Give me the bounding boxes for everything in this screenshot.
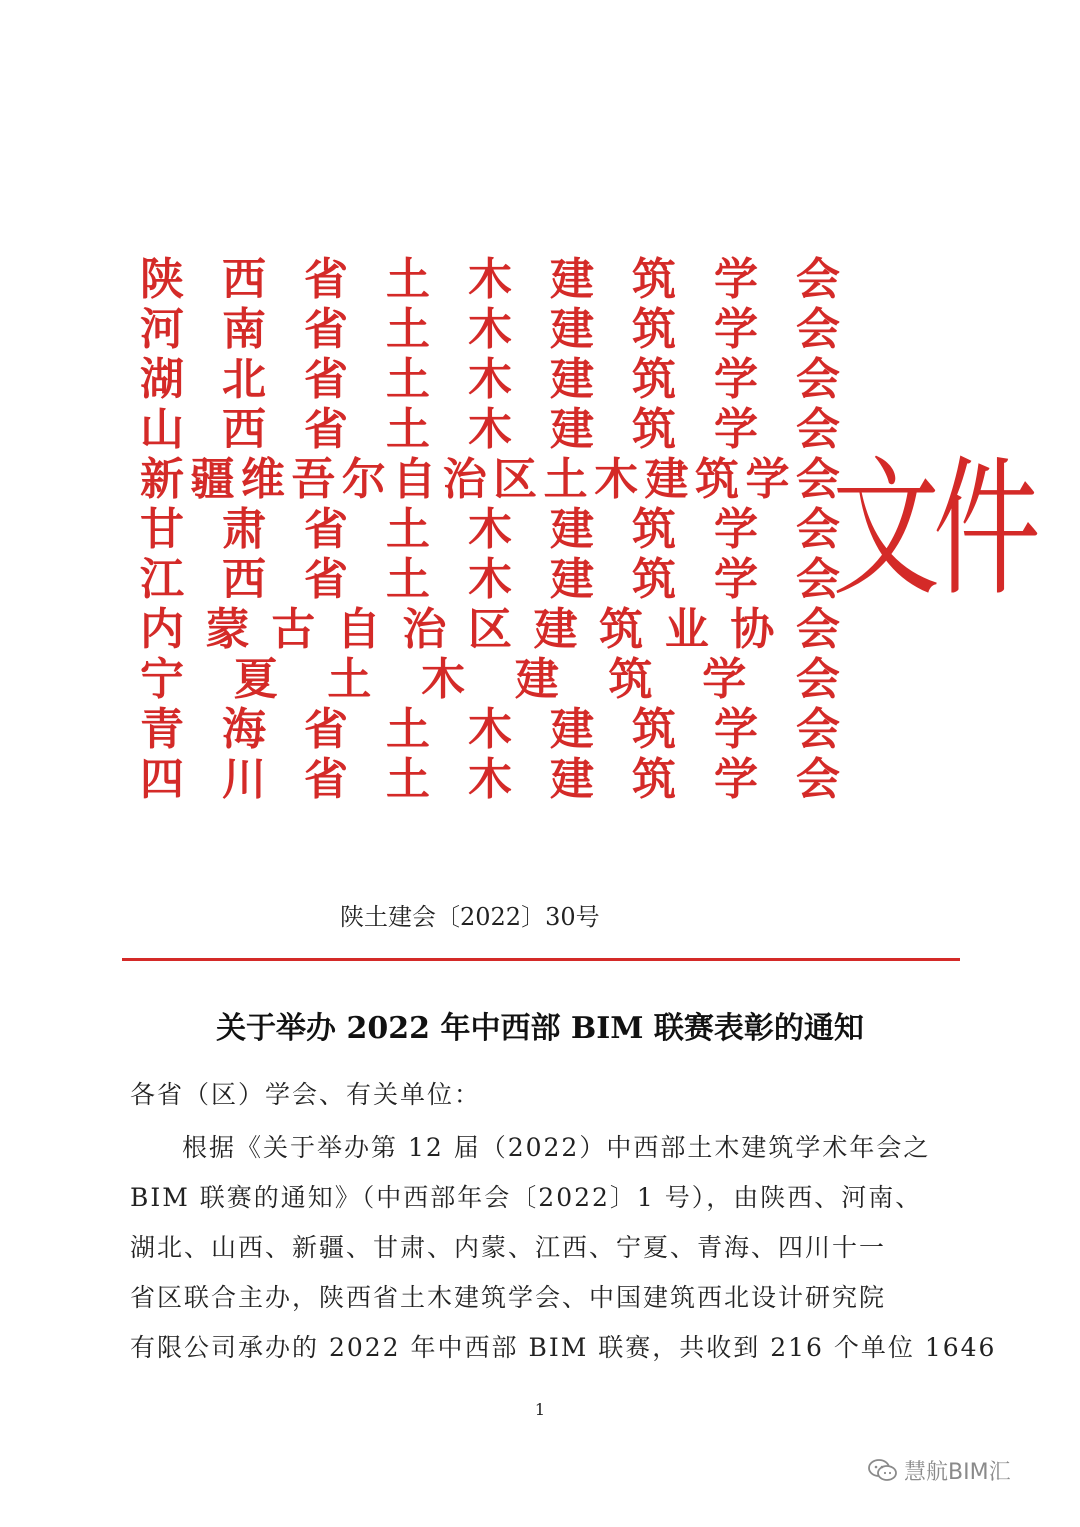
organization-char: 建 xyxy=(550,754,594,805)
organization-char: 学 xyxy=(714,304,758,355)
organization-char: 省 xyxy=(304,754,348,805)
organization-char: 建 xyxy=(514,654,559,705)
organization-char: 青 xyxy=(140,704,184,755)
organization-char: 海 xyxy=(222,704,266,755)
organization-char: 木 xyxy=(468,704,512,755)
document-number: 陕土建会〔2022〕30号 xyxy=(340,903,600,931)
organization-char: 蒙 xyxy=(205,604,250,655)
organization-char: 会 xyxy=(796,704,840,755)
organization-char: 北 xyxy=(222,354,266,405)
organization-char: 学 xyxy=(702,654,747,705)
organization-char: 疆 xyxy=(190,454,235,505)
organization-row xyxy=(140,255,840,305)
organization-char: 省 xyxy=(304,304,348,355)
organization-char: 会 xyxy=(795,454,840,505)
organization-char: 筑 xyxy=(632,504,676,555)
organization-char: 学 xyxy=(714,704,758,755)
organization-char: 土 xyxy=(543,454,588,505)
organization-char: 木 xyxy=(468,354,512,405)
organization-char: 筑 xyxy=(632,404,676,455)
organization-char: 湖 xyxy=(140,354,184,405)
organization-char: 建 xyxy=(550,504,594,555)
organization-char: 会 xyxy=(796,554,840,605)
organization-char: 木 xyxy=(594,454,639,505)
organization-char: 木 xyxy=(468,304,512,355)
organization-char: 建 xyxy=(550,404,594,455)
organization-char: 会 xyxy=(796,304,840,355)
organization-char: 学 xyxy=(714,554,758,605)
organization-char: 省 xyxy=(304,404,348,455)
organization-char: 西 xyxy=(222,254,266,305)
organization-char: 会 xyxy=(795,654,840,705)
organization-char: 区 xyxy=(493,454,538,505)
organization-char: 建 xyxy=(644,454,689,505)
organization-char: 筑 xyxy=(694,454,739,505)
organization-char: 会 xyxy=(796,754,840,805)
organization-char: 学 xyxy=(714,504,758,555)
document-mark: 文件 xyxy=(832,443,1034,617)
body-line: 有限公司承办的 2022 年中西部 BIM 联赛，共收到 216 个单位 1646 xyxy=(130,1333,997,1362)
organization-char: 南 xyxy=(222,304,266,355)
organization-char: 山 xyxy=(140,404,184,455)
organization-char: 学 xyxy=(714,404,758,455)
organization-char: 会 xyxy=(796,404,840,455)
organization-row xyxy=(140,405,840,455)
organization-char: 土 xyxy=(386,704,430,755)
organization-char: 古 xyxy=(271,604,316,655)
organization-char: 木 xyxy=(468,754,512,805)
organization-char: 省 xyxy=(304,504,348,555)
body-line: 湖北、山西、新疆、甘肃、内蒙、江西、宁夏、青海、四川十一 xyxy=(130,1233,887,1262)
organization-char: 会 xyxy=(796,504,840,555)
organization-char: 西 xyxy=(222,404,266,455)
organization-row xyxy=(140,355,840,405)
organization-char: 建 xyxy=(550,554,594,605)
organization-char: 土 xyxy=(386,404,430,455)
organization-char: 肃 xyxy=(222,504,266,555)
notice-title: 关于举办 2022 年中西部 BIM 联赛表彰的通知 xyxy=(216,1011,864,1046)
body-line: 省区联合主办，陕西省土木建筑学会、中国建筑西北设计研究院 xyxy=(130,1283,887,1312)
organization-char: 自 xyxy=(336,604,381,655)
organization-char: 省 xyxy=(304,554,348,605)
organization-char: 筑 xyxy=(599,604,644,655)
wechat-icon xyxy=(868,1458,898,1484)
organization-char: 区 xyxy=(467,604,512,655)
organization-char: 土 xyxy=(327,654,372,705)
body-text xyxy=(130,1123,997,1373)
organization-char: 会 xyxy=(795,604,840,655)
organization-char: 江 xyxy=(140,554,184,605)
organization-char: 学 xyxy=(714,254,758,305)
organization-char: 河 xyxy=(140,304,184,355)
organization-char: 筑 xyxy=(632,354,676,405)
watermark-label: 慧航BIM汇 xyxy=(904,1460,1011,1485)
organization-char: 建 xyxy=(550,354,594,405)
organization-char: 学 xyxy=(714,354,758,405)
organization-char: 川 xyxy=(222,754,266,805)
organization-char: 省 xyxy=(304,254,348,305)
organization-char: 协 xyxy=(730,604,775,655)
organization-char: 业 xyxy=(664,604,709,655)
organization-char: 陕 xyxy=(140,254,184,305)
organization-char: 木 xyxy=(468,554,512,605)
organization-char: 建 xyxy=(550,254,594,305)
organization-char: 建 xyxy=(550,704,594,755)
organization-char: 内 xyxy=(140,604,184,655)
organization-char: 木 xyxy=(468,504,512,555)
organization-char: 木 xyxy=(468,404,512,455)
organization-char: 土 xyxy=(386,504,430,555)
organization-char: 治 xyxy=(402,604,447,655)
organization-char: 学 xyxy=(714,754,758,805)
organization-char: 筑 xyxy=(632,254,676,305)
organization-row xyxy=(140,455,840,505)
organization-char: 四 xyxy=(140,754,184,805)
organization-char: 新 xyxy=(140,454,184,505)
salutation: 各省（区）学会、有关单位： xyxy=(130,1080,482,1109)
organization-row xyxy=(140,305,840,355)
organization-char: 尔 xyxy=(341,454,386,505)
organization-char: 土 xyxy=(386,254,430,305)
organization-char: 宁 xyxy=(140,654,184,705)
organization-char: 西 xyxy=(222,554,266,605)
organization-char: 木 xyxy=(421,654,466,705)
organization-char: 筑 xyxy=(632,704,676,755)
organization-char: 筑 xyxy=(632,304,676,355)
organization-char: 甘 xyxy=(140,504,184,555)
organization-char: 会 xyxy=(796,254,840,305)
organization-char: 学 xyxy=(745,454,790,505)
body-line: BIM 联赛的通知》（中西部年会〔2022〕1 号），由陕西、河南、 xyxy=(130,1183,923,1212)
page-number: 1 xyxy=(534,1400,546,1419)
organization-row xyxy=(140,555,840,605)
organization-row xyxy=(140,755,840,805)
organization-row xyxy=(140,655,840,705)
organization-char: 木 xyxy=(468,254,512,305)
organization-row xyxy=(140,605,840,655)
organization-char: 土 xyxy=(386,354,430,405)
organization-char: 夏 xyxy=(233,654,278,705)
organization-char: 治 xyxy=(442,454,487,505)
organization-char: 会 xyxy=(796,354,840,405)
watermark xyxy=(868,1455,1011,1486)
organization-row xyxy=(140,705,840,755)
red-divider xyxy=(122,958,960,961)
issuing-organizations xyxy=(140,255,840,805)
organization-char: 维 xyxy=(240,454,285,505)
organization-char: 自 xyxy=(392,454,437,505)
organization-char: 筑 xyxy=(632,554,676,605)
body-line: 根据《关于举办第 12 届（2022）中西部土木建筑学术年会之 xyxy=(182,1133,931,1162)
organization-char: 吾 xyxy=(291,454,336,505)
organization-char: 土 xyxy=(386,304,430,355)
organization-char: 土 xyxy=(386,754,430,805)
organization-row xyxy=(140,505,840,555)
organization-char: 建 xyxy=(550,304,594,355)
organization-char: 省 xyxy=(304,354,348,405)
organization-char: 筑 xyxy=(632,754,676,805)
organization-char: 省 xyxy=(304,704,348,755)
organization-char: 筑 xyxy=(608,654,653,705)
organization-char: 建 xyxy=(533,604,578,655)
organization-char: 土 xyxy=(386,554,430,605)
